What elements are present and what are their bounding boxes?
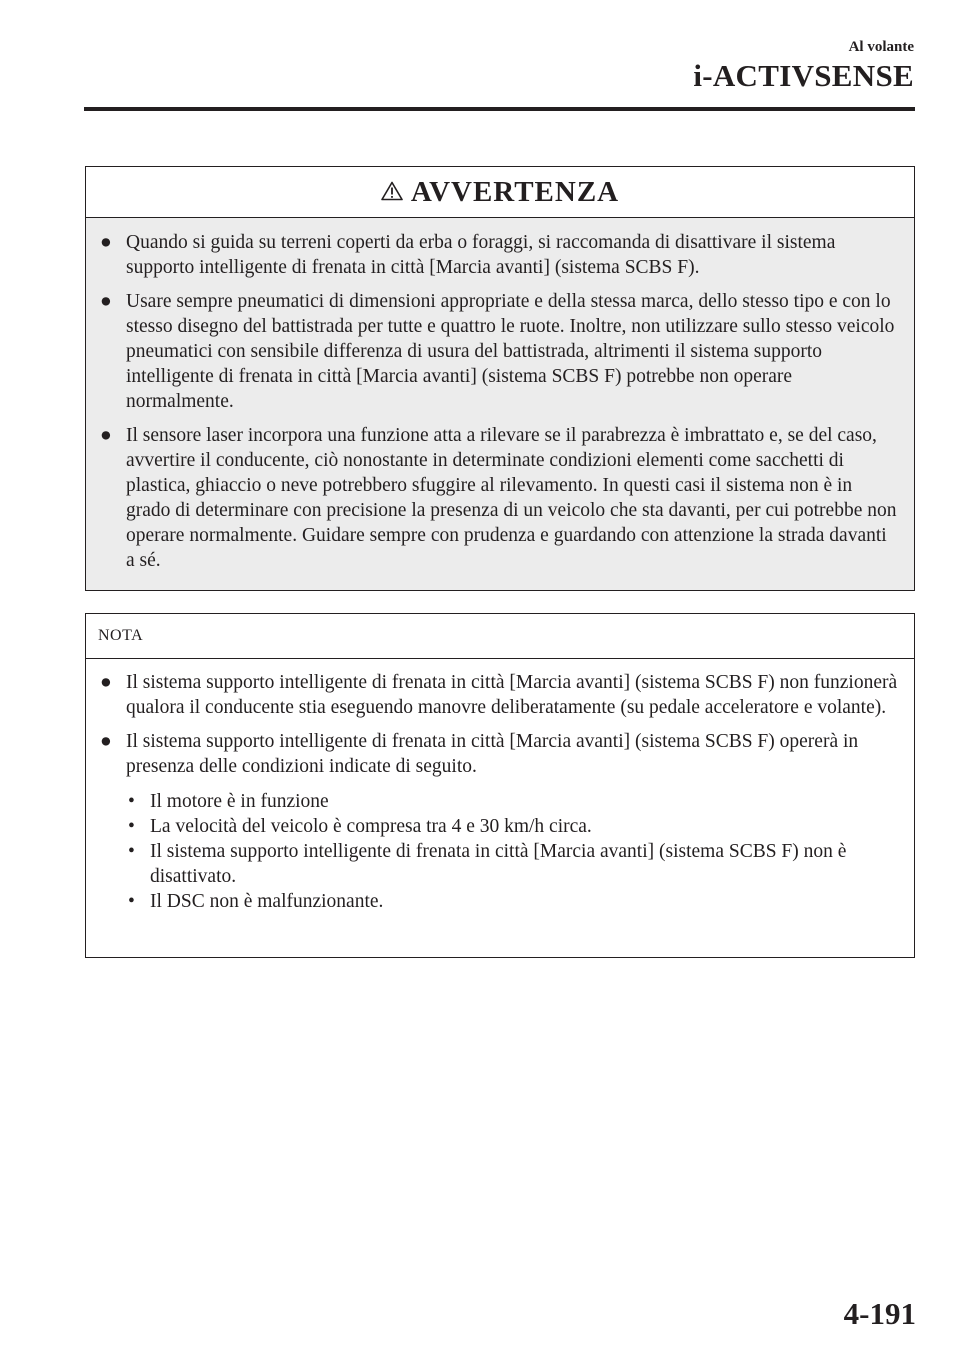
condition-text: Il DSC non è malfunzionante. xyxy=(150,891,384,912)
chapter-title: i-ACTIVSENSE xyxy=(693,58,914,93)
condition-item xyxy=(126,789,898,814)
bullet-icon: ● xyxy=(100,731,112,752)
warning-item xyxy=(100,289,898,414)
page-number: 4-191 xyxy=(843,1296,916,1331)
header-rule xyxy=(84,107,915,111)
sub-bullet-icon: • xyxy=(128,816,135,837)
note-item-text: Il sistema supporto intelligente di frenata in città [Marcia avanti] (sistema SCBS F) opererà in presenza delle condizioni indicate di seguito. xyxy=(126,731,859,777)
warning-box xyxy=(85,166,915,591)
warning-header xyxy=(86,167,914,218)
note-title: NOTA xyxy=(98,627,144,644)
warning-title: AVVERTENZA xyxy=(410,175,620,208)
bullet-icon: ● xyxy=(100,425,112,446)
condition-text: Il sistema supporto intelligente di frenata in città [Marcia avanti] (sistema SCBS F) non è disattivato. xyxy=(150,841,847,887)
warning-item-text: Quando si guida su terreni coperti da erba o foraggi, si raccomanda di disattivare il sistema supporto intelligente di frenata in città [Marcia avanti] (sistema SCBS F). xyxy=(126,232,836,278)
note-item-text: Il sistema supporto intelligente di frenata in città [Marcia avanti] (sistema SCBS F) non funzionerà qualora il conducente stia eseguendo manovre deliberatamente (su pedale acceleratore e volante). xyxy=(126,672,898,718)
section-label: Al volante xyxy=(848,39,914,55)
conditions-list xyxy=(126,789,898,914)
warning-item xyxy=(100,423,898,573)
sub-bullet-icon: • xyxy=(128,791,135,812)
page-header xyxy=(693,38,914,94)
note-list xyxy=(86,659,914,914)
note-item xyxy=(100,729,898,914)
note-header xyxy=(86,614,914,659)
bullet-icon: ● xyxy=(100,672,112,693)
condition-item xyxy=(126,889,898,914)
note-box xyxy=(85,613,915,958)
warning-list xyxy=(86,218,914,573)
warning-triangle-icon xyxy=(381,181,403,201)
bullet-icon: ● xyxy=(100,232,112,253)
condition-text: Il motore è in funzione xyxy=(150,791,329,812)
sub-bullet-icon: • xyxy=(128,841,135,862)
sub-bullet-icon: • xyxy=(128,891,135,912)
note-item xyxy=(100,670,898,720)
warning-item-text: Il sensore laser incorpora una funzione atta a rilevare se il parabrezza è imbrattato e, se del caso, avvertire il conducente, ciò nonostante in determinate condizioni elementi come sacchetti di plastica, ghiaccio o neve potrebbero sfuggire al rilevamento. In questi casi il sistema non è in grado di determinare con precisione la presenza di un veicolo che sta davanti, per cui potrebbe non operare normalmente. Guidare sempre con prudenza e guardando con attenzione la strada davanti a sé. xyxy=(126,425,897,571)
warning-item xyxy=(100,230,898,280)
bullet-icon: ● xyxy=(100,291,112,312)
condition-text: La velocità del veicolo è compresa tra 4 e 30 km/h circa. xyxy=(150,816,592,837)
condition-item xyxy=(126,839,898,889)
warning-item-text: Usare sempre pneumatici di dimensioni appropriate e della stessa marca, dello stesso tipo e con lo stesso disegno del battistrada per tutte e quattro le ruote. Inoltre, non utilizzare sullo stesso veicolo pneumatici con sensibile differenza di usura del battistrada, altrimenti il sistema supporto intelligente di frenata in città [Marcia avanti] (sistema SCBS F) potrebbe non operare normalmente. xyxy=(126,291,895,412)
condition-item xyxy=(126,814,898,839)
